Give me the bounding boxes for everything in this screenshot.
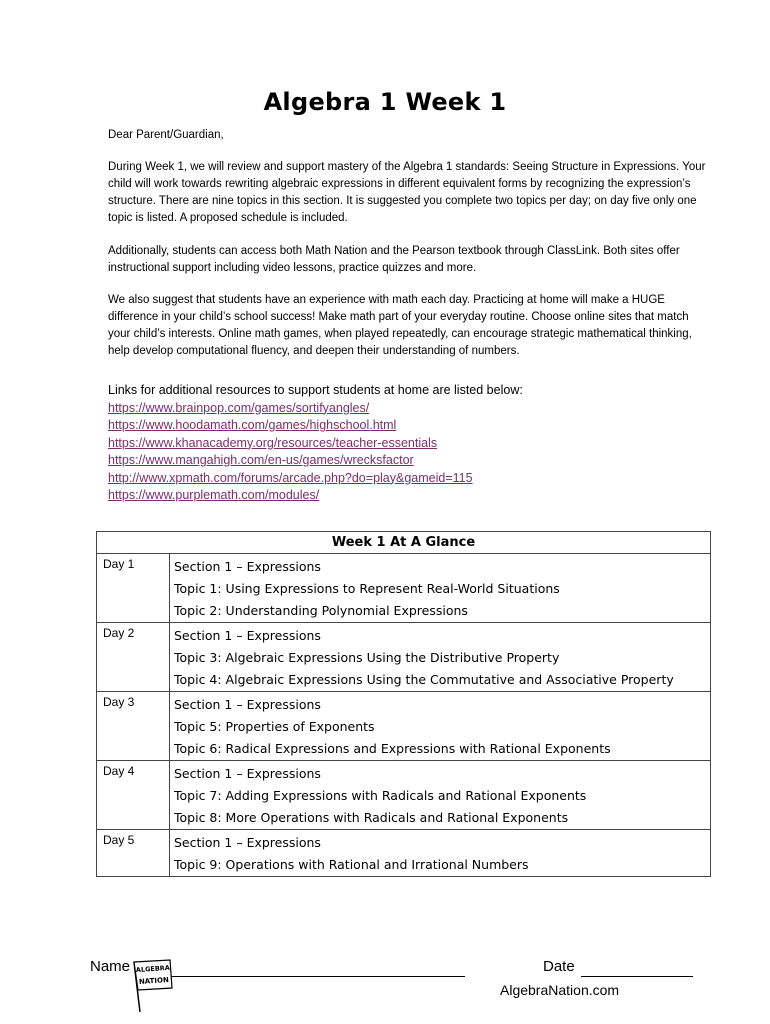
- table-row: [97, 761, 711, 830]
- day-label: Day 1: [97, 554, 170, 623]
- topic-line: Topic 8: More Operations with Radicals and Rational Exponents: [174, 810, 569, 825]
- letter-paragraph-3: [108, 292, 708, 360]
- day-topics: [170, 761, 711, 830]
- date-blank-line[interactable]: [581, 976, 693, 977]
- svg-text:NATION: NATION: [138, 975, 170, 987]
- topic-line: Topic 6: Radical Expressions and Expressions with Rational Exponents: [174, 741, 611, 756]
- link-brainpop[interactable]: https://www.brainpop.com/games/sortifyangles/: [108, 400, 370, 415]
- letter-greeting: [108, 127, 708, 144]
- day-topics: [170, 692, 711, 761]
- topic-line: Topic 2: Understanding Polynomial Expressions: [174, 603, 468, 618]
- day-label: Day 4: [97, 761, 170, 830]
- topic-line: Topic 3: Algebraic Expressions Using the Distributive Property: [174, 650, 560, 665]
- paragraph-3-text: We also suggest that students have an experience with math each day. Practicing at home will make a HUGE difference in your child’s school success! Make math part of your everyday routine. Choose online sites that match your child’s interests. Online math games, when played repeatedly, can encourage strategic mathematical thinking, help develop computational fluency, and deepen their understanding of numbers.: [108, 294, 692, 357]
- name-label: Name: [90, 958, 131, 975]
- letter-paragraph-1: [108, 159, 708, 227]
- greeting-text: Dear Parent/Guardian,: [108, 129, 224, 141]
- topic-line: Topic 1: Using Expressions to Represent Real-World Situations: [174, 581, 560, 596]
- section-line: Section 1 – Expressions: [174, 559, 321, 574]
- paragraph-2-text: Additionally, students can access both Math Nation and the Pearson textbook through ClassLink. Both sites offer instructional support including video lessons, practice quizzes and more.: [108, 245, 680, 274]
- topic-line: Topic 7: Adding Expressions with Radicals and Rational Exponents: [174, 788, 587, 803]
- table-row: [97, 623, 711, 692]
- link-xpmath[interactable]: http://www.xpmath.com/forums/arcade.php?do=play&gameid=115: [108, 470, 473, 485]
- day-topics: [170, 623, 711, 692]
- page-title: Algebra 1 Week 1: [263, 88, 507, 116]
- topic-line: Topic 5: Properties of Exponents: [174, 719, 375, 734]
- letter-paragraph-2: [108, 243, 708, 277]
- link-purplemath[interactable]: https://www.purplemath.com/modules/: [108, 488, 320, 502]
- day-label: Day 5: [97, 830, 170, 877]
- table-heading: Week 1 At A Glance: [97, 532, 711, 554]
- table-row: [97, 830, 711, 877]
- section-line: Section 1 – Expressions: [174, 628, 321, 643]
- section-line: Section 1 – Expressions: [174, 835, 321, 850]
- day-label: Day 2: [97, 623, 170, 692]
- day-topics: [170, 830, 711, 877]
- paragraph-1-text: During Week 1, we will review and support mastery of the Algebra 1 standards: Seeing Structure in Expressions. Your child will work towards rewriting algebraic expressions in different equivalent forms by recognizing the expression’s structure. There are nine topics in this section. It is suggested you complete two topics per day; on day five only one topic is listed. A proposed schedule is included.: [108, 161, 706, 224]
- table-row: [97, 692, 711, 761]
- section-line: Section 1 – Expressions: [174, 697, 321, 712]
- resource-links: [108, 382, 708, 505]
- algebra-nation-logo: [126, 958, 174, 1014]
- topic-line: Topic 9: Operations with Rational and Irrational Numbers: [174, 857, 529, 872]
- site-url: AlgebraNation.com: [500, 982, 620, 998]
- day-topics: [170, 554, 711, 623]
- week-at-a-glance-table: [96, 531, 711, 877]
- link-mangahigh[interactable]: https://www.mangahigh.com/en-us/games/wrecksfactor: [108, 453, 414, 467]
- table-row: [97, 554, 711, 623]
- links-intro: Links for additional resources to support students at home are listed below:: [108, 383, 523, 397]
- day-label: Day 3: [97, 692, 170, 761]
- svg-text:ALGEBRA: ALGEBRA: [135, 963, 171, 975]
- topic-line: Topic 4: Algebraic Expressions Using the Commutative and Associative Property: [174, 672, 674, 687]
- date-label: Date: [543, 958, 575, 975]
- table-header-row: [97, 532, 711, 554]
- link-khanacademy[interactable]: https://www.khanacademy.org/resources/teacher-essentials: [108, 435, 438, 450]
- name-blank-line[interactable]: [135, 976, 465, 977]
- link-hoodamath[interactable]: https://www.hoodamath.com/games/highschool.html: [108, 418, 397, 432]
- section-line: Section 1 – Expressions: [174, 766, 321, 781]
